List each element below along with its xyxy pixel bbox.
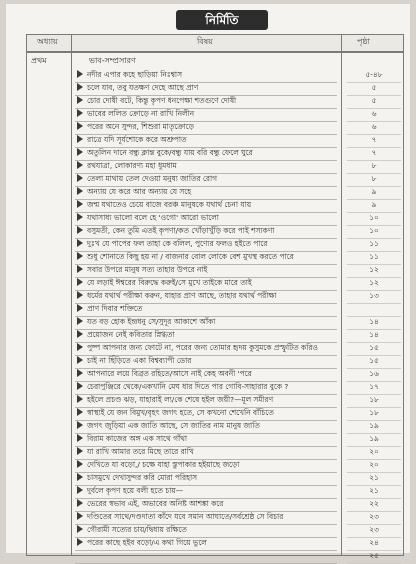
bullet-arrow-icon bbox=[77, 291, 83, 299]
page-number: ১০ bbox=[347, 223, 401, 239]
bullet-arrow-icon bbox=[77, 70, 83, 78]
bullet-arrow-icon bbox=[77, 135, 83, 143]
page-number: ৯ bbox=[347, 197, 401, 213]
bullet-arrow-icon bbox=[77, 395, 83, 403]
page-number: ৫-৪৮ bbox=[347, 67, 401, 83]
bullet-arrow-icon bbox=[77, 486, 83, 494]
bullet-arrow-icon bbox=[77, 304, 83, 312]
row-text: ধর্মের যথার্থ পরীক্ষা করুন, যাহার প্রাণ আছে, তাহার যথার্থ পরীক্ষা bbox=[87, 291, 277, 300]
bullet-arrow-icon bbox=[77, 512, 83, 520]
page-number: ১১ bbox=[347, 236, 401, 252]
row-text: অতুলিন দানে বন্ধু ক্লান্ত বুকে/বন্ধু যায় বরি বন্ধু ফেলে ঘুরে bbox=[87, 148, 253, 157]
row-text: চাসমুখে দেখাসুন্দর করি মোরা পরিহাস bbox=[87, 473, 198, 482]
header-page: পৃষ্ঠা bbox=[357, 37, 370, 46]
page-number: ১৮ bbox=[347, 392, 401, 408]
bullet-arrow-icon bbox=[77, 122, 83, 130]
row-text: দণ্ডিতের সাথে/দণ্ডদাতা কাঁদে যবে সমান আঘাতে/সর্বশ্রেষ্ঠ সে বিচার bbox=[87, 512, 284, 521]
chapter-label: প্রথম bbox=[31, 56, 47, 65]
bullet-arrow-icon bbox=[77, 369, 83, 377]
page-number: ১৩ bbox=[347, 288, 401, 304]
row-text: নদীর এপার কহে ছাড়িয়া নিঃশ্বাস bbox=[87, 70, 182, 79]
bullet-arrow-icon bbox=[77, 83, 83, 91]
page-number: ২৩ bbox=[347, 522, 401, 538]
bullet-arrow-icon bbox=[77, 421, 83, 429]
page-number: ২৪ bbox=[347, 535, 401, 551]
page-number: ১৪ bbox=[347, 327, 401, 343]
row-text: আপনারে লয়ে বিব্রত রহিতে/আসে নাই কেহ অবনী 'পরে bbox=[87, 369, 252, 378]
bullet-arrow-icon bbox=[77, 473, 83, 481]
page-number: ১০ bbox=[347, 210, 401, 226]
table-row bbox=[75, 548, 337, 564]
page-number: ৮ bbox=[347, 171, 401, 187]
page-number: ১৬ bbox=[347, 366, 401, 382]
bullet-arrow-icon bbox=[77, 200, 83, 208]
row-text: প্রাণ দিবার শক্তিতে bbox=[87, 304, 143, 313]
bullet-arrow-icon bbox=[77, 161, 83, 169]
row-text: রথযাত্রা, লোকারণ্য মহা ধুমধাম bbox=[87, 161, 177, 170]
row-text: দুঃখ যে পাপের ফল তাহা কে বলিল, পুণ্যের ফলও হইতে পারে bbox=[87, 239, 268, 248]
bullet-arrow-icon bbox=[77, 252, 83, 260]
row-text: বসুমতী, কেন তুমি এতই কৃপণা/কত খোঁড়াখুঁড়ি করে পাই শস্যকণা bbox=[87, 226, 275, 235]
row-text: জন্ম যথাতেও চেয়ে বাজে বরঞ্চ মানুষকে যথার্থ চেনা যায় bbox=[87, 200, 252, 209]
column-divider bbox=[341, 35, 342, 555]
page-number: ১৮ bbox=[347, 405, 401, 421]
row-text: পুষ্প আপনার জন্য ফোটে না, পরের জন্য তোমার হৃদয় কুসুমকে প্রস্ফুটিত করিও bbox=[87, 343, 318, 352]
bullet-arrow-icon bbox=[77, 538, 83, 546]
row-text: তেলা মাথায় তেল দেওয়া মনুষ্য জাতির রোগ bbox=[87, 174, 217, 183]
row-text: চাই না ছিঁড়িতে একা বিশ্বব্যাপী ডোর bbox=[87, 356, 192, 365]
bullet-arrow-icon bbox=[77, 343, 83, 351]
row-text: যা রাখি আমার তরে মিছে তারে রাখি bbox=[87, 447, 194, 456]
row-text: পরের অনে সুন্দর, শিশুরা মাতৃক্রোড়ে bbox=[87, 122, 194, 131]
page-number: ২০ bbox=[347, 444, 401, 460]
row-text: প্রয়োজন নেই কবিতার স্নিগ্ধতা bbox=[87, 330, 175, 339]
column-divider bbox=[71, 35, 72, 555]
page-number: ১৯ bbox=[347, 431, 401, 447]
bullet-arrow-icon bbox=[77, 356, 83, 364]
row-text: দেখিতে যা বড়ো,/ চক্ষে যাহা স্তুপাকার হইয়াছে জড়ো bbox=[87, 460, 240, 469]
row-text: ভাবের ললিত ক্রোড়ে না রাখি নিলীন bbox=[87, 109, 195, 118]
page-title: নির্মিতি bbox=[176, 10, 268, 30]
bullet-arrow-icon bbox=[77, 460, 83, 468]
bullet-arrow-icon bbox=[77, 278, 83, 286]
page-number: ২৫ bbox=[347, 548, 401, 564]
row-text: অন্যায় যে করে আর অন্যায় যে সহে bbox=[87, 187, 192, 196]
page-number: ৬ bbox=[347, 119, 401, 135]
row-text: যে লড়াই ঈশ্বরের বিরুদ্ধে করুই/সে মুখে তাইকে মারে তাই bbox=[87, 278, 252, 287]
row-text: গৌরামী সত্যের চায়/দ্বিধায় রক্ষিতে bbox=[87, 525, 187, 534]
row-text: জগৎ জুড়িয়া এক জাতি আছে, সে জাতির নাম মানুষ জাতি bbox=[87, 421, 260, 430]
page-number: ১২ bbox=[347, 275, 401, 291]
table-header bbox=[27, 35, 403, 52]
row-text: দুর্বলে কৃপণ হয়ে বলী হতে চায়— bbox=[87, 486, 184, 495]
bullet-arrow-icon bbox=[77, 239, 83, 247]
section-heading: ভাব-সম্প্রসারণ bbox=[89, 56, 136, 65]
bullet-arrow-icon bbox=[77, 148, 83, 156]
bullet-arrow-icon bbox=[77, 96, 83, 104]
bullet-arrow-icon bbox=[77, 408, 83, 416]
page-number: ১২ bbox=[347, 262, 401, 278]
bullet-arrow-icon bbox=[77, 317, 83, 325]
header-rule bbox=[27, 52, 403, 53]
bullet-arrow-icon bbox=[77, 525, 83, 533]
row-text: বিরাম কাজের অঙ্গ এক সাথে গাঁথা bbox=[87, 434, 188, 443]
page-number: ১৫ bbox=[347, 340, 401, 356]
page-number: ৫ bbox=[347, 80, 401, 96]
page-number: ৭ bbox=[347, 145, 401, 161]
bullet-arrow-icon bbox=[77, 499, 83, 507]
bullet-arrow-icon bbox=[77, 226, 83, 234]
page-number: ২১ bbox=[347, 483, 401, 499]
row-text: চোর দোষী বটে, কিন্তু কৃপণ ধনপেক্ষা শতগুণে দোষী bbox=[87, 96, 237, 105]
page-number: ২২ bbox=[347, 496, 401, 512]
bullet-arrow-icon bbox=[77, 265, 83, 273]
row-text: শুধু শোনাতে কিছু হয় না / বাজনার বোল লোকে বেশ মুখস্থ করতে পারে bbox=[87, 252, 294, 261]
page-number: ২১ bbox=[347, 470, 401, 486]
document-page bbox=[6, 4, 410, 560]
bullet-arrow-icon bbox=[77, 109, 83, 117]
page-number: ৬ bbox=[347, 106, 401, 122]
page-number: ৯ bbox=[347, 184, 401, 200]
row-text: রাত্রে যদি সূর্যশোকে করে অশ্রুপাত bbox=[87, 135, 187, 144]
bullet-arrow-icon bbox=[77, 330, 83, 338]
row-text: চলে যাব, তবু যতক্ষণ দেহে আছে প্রাণ bbox=[87, 83, 199, 92]
page-number: ১৫ bbox=[347, 353, 401, 369]
row-text: পরের কাছে হইব বড়ো/এ কথা গিয়ে ভুলে bbox=[87, 538, 207, 547]
row-text: হইলে প্রচণ্ড ঝড়, যাহারাই ল্য/কে শেষে হইল জয়ী?—মূল সমীরণ bbox=[87, 395, 274, 404]
page-number: ১৭ bbox=[347, 379, 401, 395]
row-text: চেরাপুঞ্জিরে থেকে/একখানি মেঘ ধার দিতে পার গোবি-সাহারার বুকে ? bbox=[87, 382, 289, 391]
page-number: ২৩ bbox=[347, 509, 401, 525]
bullet-arrow-icon bbox=[77, 434, 83, 442]
bullet-arrow-icon bbox=[77, 174, 83, 182]
bullet-arrow-icon bbox=[77, 187, 83, 195]
page-number: ৮ bbox=[347, 158, 401, 174]
page-number: ১১ bbox=[347, 249, 401, 265]
page-number: ১৯ bbox=[347, 418, 401, 434]
row-text: যথাসাধ্য ভালো বলে হে 'ওগো' আরো ভালো bbox=[87, 213, 219, 222]
header-chapter: অধ্যায় bbox=[37, 37, 58, 46]
page-number: ১৪ bbox=[347, 314, 401, 330]
row-text: যত বড় হোক ইন্দ্রধনু সে/সুদূর আকাশে আঁকা bbox=[87, 317, 216, 326]
row-text: স্বাস্থ্যই যে জন বিমুখ/বৃহৎ জগৎ হতে, সে কখনো শেখেনি বাঁচিতে bbox=[87, 408, 274, 417]
bullet-arrow-icon bbox=[77, 213, 83, 221]
page-number: ৭ bbox=[347, 132, 401, 148]
bullet-arrow-icon bbox=[77, 447, 83, 455]
page-number: ৫ bbox=[347, 93, 401, 109]
header-subject: বিষয় bbox=[197, 37, 213, 46]
row-text: ভেরের স্বভাব এই, অভাবের অনিষ্ট আশঙ্কা করে bbox=[87, 499, 224, 508]
bullet-arrow-icon bbox=[77, 382, 83, 390]
contents-table bbox=[26, 34, 404, 560]
page-number: ২০ bbox=[347, 457, 401, 473]
row-text: সবার উপরে মানুষ সত্য তাহার উপরে নাই bbox=[87, 265, 208, 274]
